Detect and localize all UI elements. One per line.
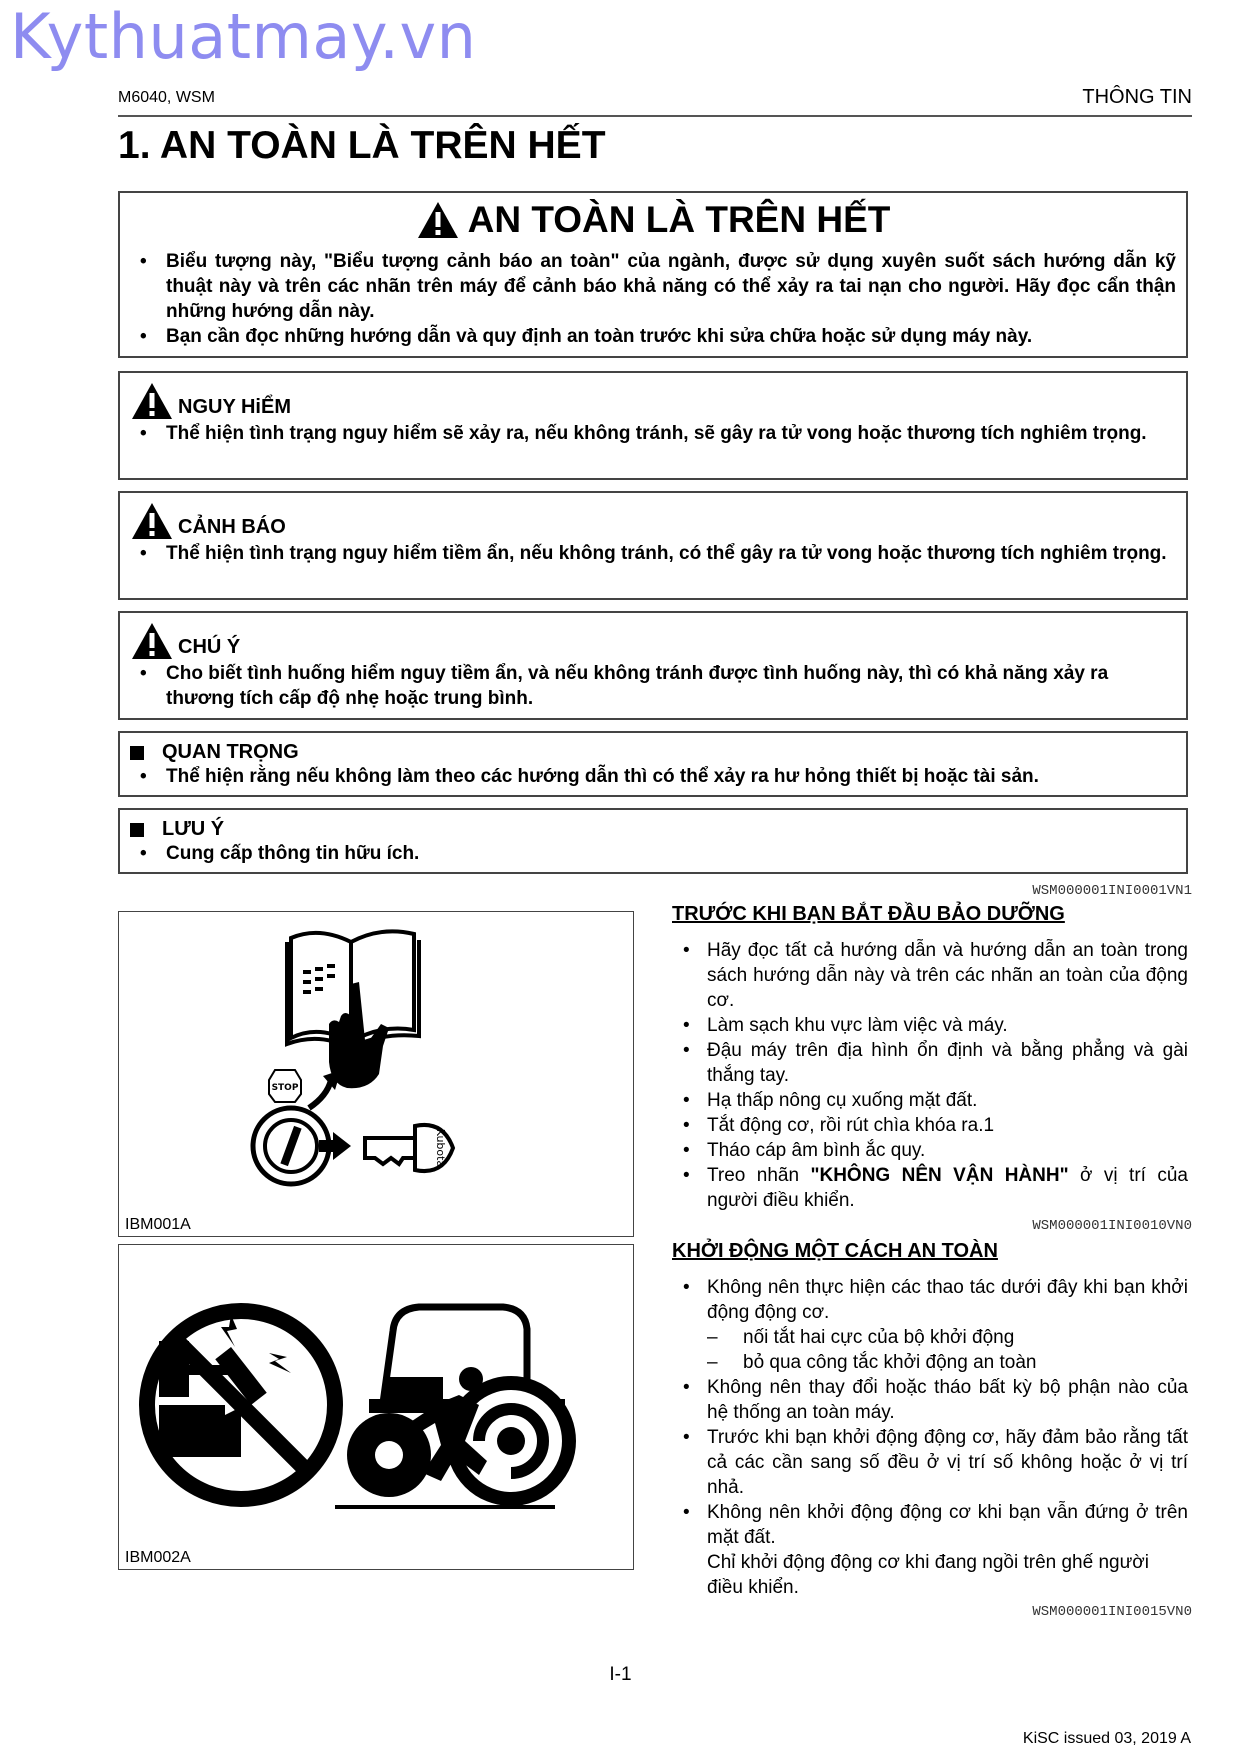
danger-label: NGUY HiỂM — [178, 396, 291, 418]
list-item: • Làm sạch khu vực làm việc và máy. — [672, 1013, 1188, 1038]
list-item — [672, 1275, 1188, 1375]
safety-first-box — [118, 191, 1188, 358]
important-box — [118, 731, 1188, 797]
doc-code: WSM000001INI0010VN0 — [1032, 1218, 1192, 1234]
dash-item — [707, 1325, 1223, 1350]
list-item-text: Treo nhãn — [707, 1165, 811, 1186]
doc-code: WSM000001INI0015VN0 — [1032, 1604, 1192, 1620]
warning-text: • Thể hiện tình trạng nguy hiểm tiềm ẩn, nếu không tránh, có thể gây ra tử vong hoặc thương tích nghiêm trọng. — [120, 541, 1176, 566]
do-not-operate-tag: "KHÔNG NÊN VẬN HÀNH" — [810, 1165, 1069, 1186]
dash-item — [707, 1350, 1223, 1375]
list-item: • Trước khi bạn khởi động động cơ, hãy đảm bảo rằng tất cả các cần sang số đều ở vị trí số không hoặc ở vị trí nhả. — [672, 1425, 1188, 1500]
warning-triangle-icon — [130, 621, 174, 661]
section-before-maintenance — [672, 903, 1188, 1213]
list-item-text: Không nên thực hiện các thao tác dưới đây khi bạn khởi động động cơ. — [707, 1277, 1188, 1323]
doc-code: WSM000001INI0001VN1 — [1032, 883, 1192, 899]
dash-mark: – — [707, 1352, 718, 1373]
page-title: 1. AN TOÀN LÀ TRÊN HẾT — [118, 124, 606, 167]
note-box — [118, 808, 1188, 874]
figure-caption: IBM002A — [125, 1549, 191, 1566]
prohibited-icon — [147, 1311, 335, 1499]
list-item: • Tắt động cơ, rồi rút chìa khóa ra.1 — [672, 1113, 1188, 1138]
safety-bullet: • Biểu tượng này, "Biểu tượng cảnh báo an toàn" của ngành, được sử dụng xuyên suốt sách hướng dẫn kỹ thuật này và trên các nhãn trên máy để cảnh báo khả năng có thể xảy ra tai nạn cho người. Hãy đọc cẩn thận những hướng dẫn này. — [120, 249, 1176, 324]
figure-caption: IBM001A — [125, 1216, 191, 1233]
list-item: • Hãy đọc tất cả hướng dẫn và hướng dẫn an toàn trong sách hướng dẫn này và trên các nhãn an toàn của động cơ. — [672, 938, 1188, 1013]
prohibited-start-illustration — [119, 1245, 631, 1545]
square-bullet-icon — [130, 746, 144, 760]
note-label: LƯU Ý — [162, 818, 225, 840]
list-item: • Không nên khởi động động cơ khi bạn vẫn đứng ở trên mặt đất. — [672, 1500, 1188, 1550]
list-item-text: ở vị trí của người điều khiển. — [707, 1165, 1188, 1211]
important-label: QUAN TRỌNG — [162, 741, 299, 763]
caution-text: • Cho biết tình huống hiểm nguy tiềm ẩn, và nếu không tránh được tình huống này, thì có khả năng xảy ra thương tích cấp độ nhẹ hoặc trung bình. — [120, 661, 1176, 711]
header-rule — [118, 115, 1192, 117]
manual-and-key-illustration — [119, 912, 631, 1212]
list-item: • Tháo cáp âm bình ắc quy. — [672, 1138, 1188, 1163]
section-safe-start — [672, 1240, 1188, 1600]
footer-issue: KiSC issued 03, 2019 A — [1022, 1730, 1191, 1747]
paragraph: Chỉ khởi động động cơ khi đang ngồi trên ghế người điều khiển. — [707, 1552, 1149, 1598]
warning-label: CẢNH BÁO — [178, 516, 286, 538]
figure-no-bypass-start — [118, 1244, 634, 1570]
warning-box — [118, 491, 1188, 600]
square-bullet-icon — [130, 823, 144, 837]
header-section: THÔNG TIN — [1082, 86, 1192, 108]
watermark: Kythuatmay.vn — [10, 0, 477, 73]
stop-sign-text: STOP — [271, 1083, 299, 1093]
danger-text: • Thể hiện tình trạng nguy hiểm sẽ xảy ra, nếu không tránh, sẽ gây ra tử vong hoặc thương tích nghiêm trọng. — [120, 421, 1176, 446]
warning-triangle-icon — [130, 501, 174, 541]
warning-triangle-icon — [416, 200, 460, 240]
dash-item-text: bỏ qua công tắc khởi động an toàn — [743, 1352, 1037, 1373]
header-model: M6040, WSM — [118, 89, 215, 106]
danger-box — [118, 371, 1188, 480]
list-item: • Đậu máy trên địa hình ổn định và bằng phẳng và gài thắng tay. — [672, 1038, 1188, 1088]
safety-first-heading — [120, 199, 1186, 241]
safety-first-title: AN TOÀN LÀ TRÊN HẾT — [467, 199, 891, 240]
list-item: • Hạ thấp nông cụ xuống mặt đất. — [672, 1088, 1188, 1113]
section-title: TRƯỚC KHI BẠN BẮT ĐẦU BẢO DƯỠNG — [672, 903, 1065, 925]
caution-label: CHÚ Ý — [178, 636, 241, 658]
list-item — [672, 1163, 1188, 1213]
warning-triangle-icon — [130, 381, 174, 421]
figure-read-manual-remove-key — [118, 911, 634, 1237]
page-number: I-1 — [609, 1664, 632, 1685]
dash-item-text: nối tắt hai cực của bộ khởi động — [743, 1327, 1015, 1348]
dash-mark: – — [707, 1327, 718, 1348]
safety-bullet: • Bạn cần đọc những hướng dẫn và quy định an toàn trước khi sửa chữa hoặc sử dụng máy này. — [120, 324, 1176, 349]
note-text: • Cung cấp thông tin hữu ích. — [120, 841, 1186, 866]
list-item: • Không nên thay đổi hoặc tháo bất kỳ bộ phận nào của hệ thống an toàn máy. — [672, 1375, 1188, 1425]
important-text: • Thể hiện rằng nếu không làm theo các hướng dẫn thì có thể xảy ra hư hỏng thiết bị hoặc tài sản. — [120, 764, 1186, 789]
section-title: KHỞI ĐỘNG MỘT CÁCH AN TOÀN — [672, 1240, 998, 1262]
caution-box — [118, 611, 1188, 720]
key-brand: Kubota — [434, 1128, 447, 1168]
